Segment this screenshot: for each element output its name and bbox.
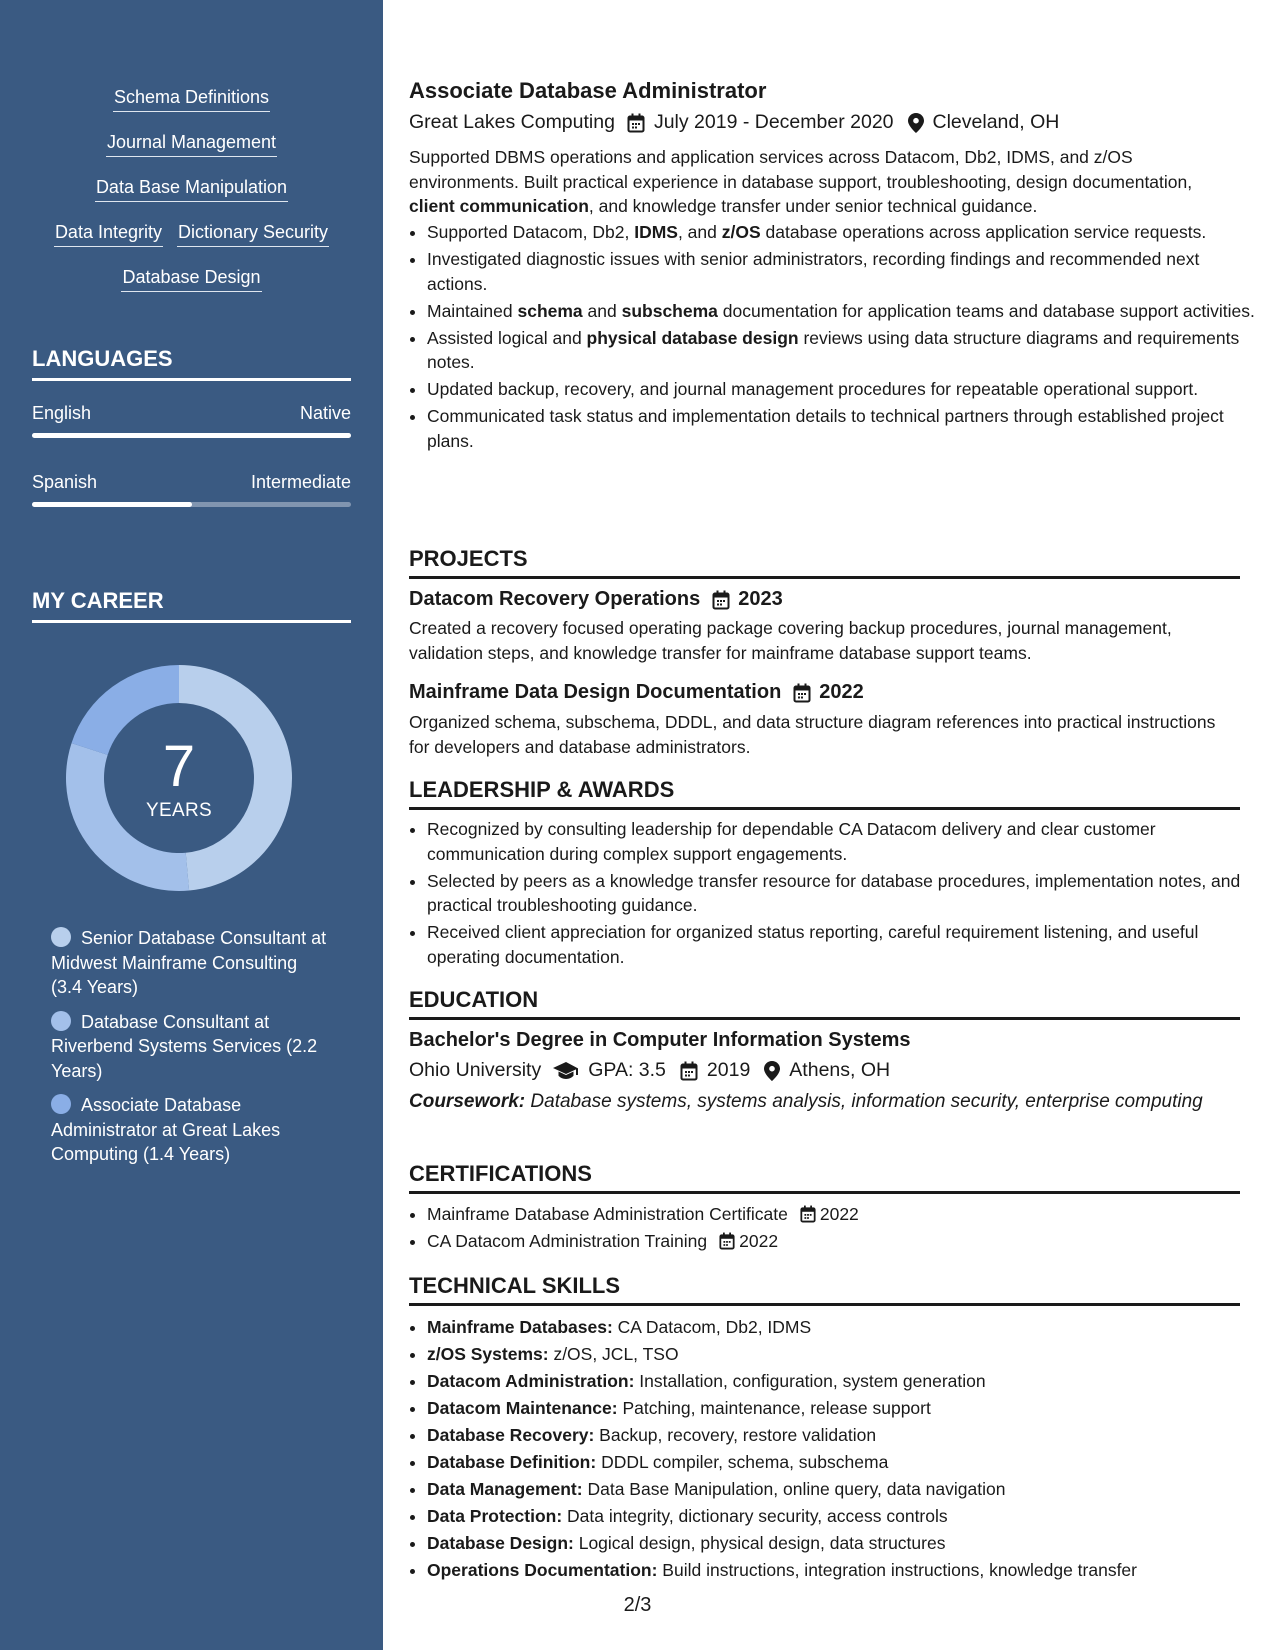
list-item: • Communicated task status and implementation details to technical partners through established project plans. [427,404,1257,453]
career-years-label: YEARS [146,800,212,821]
education-meta [409,1059,890,1082]
degree-title: Bachelor's Degree in Computer Information Systems [409,1029,911,1051]
career-legend [51,926,331,1177]
list-item: • Assisted logical and physical database design reviews using data structure diagrams and requirements notes. [427,326,1257,375]
list-item: • Database Design: Logical design, physical design, data structures [427,1531,1257,1556]
language-spanish [32,472,351,507]
list-item: • Supported Datacom, Db2, IDMS, and z/OS database operations across application service requests. [427,220,1257,245]
legend-dot [51,927,71,947]
calendar-icon [712,590,730,610]
calendar-icon [800,1205,816,1223]
certifications-heading: CERTIFICATIONS [409,1161,1240,1194]
list-item: • Mainframe Databases: CA Datacom, Db2, IDMS [427,1315,1257,1340]
gpa: GPA: 3.5 [588,1059,666,1081]
list-item: • Recognized by consulting leadership for dependable CA Datacom delivery and clear customer communication during complex support engagements. [427,817,1257,866]
list-item: • Data Management: Data Base Manipulation, online query, data navigation [427,1477,1257,1502]
job-dates: July 2019 - December 2020 [653,111,894,133]
certifications-list [409,1202,1257,1256]
career-item-text: Associate Database Administrator at Great Lakes Computing (1.4 Years) [51,1095,281,1164]
list-item: • Selected by peers as a knowledge transfer resource for database procedures, implementation notes, and practical troubleshooting guidance. [427,869,1257,918]
list-item: • Mainframe Database Administration Certificate 2022 [427,1202,1257,1227]
job-title: Associate Database Administrator [409,78,767,103]
legend-dot [51,1011,71,1031]
calendar-icon [680,1061,698,1081]
list-item: • z/OS Systems: z/OS, JCL, TSO [427,1342,1257,1367]
job-bullets [409,220,1257,456]
career-item [51,926,331,1000]
page-number: 2/3 [623,1594,652,1616]
language-name: English [32,403,92,423]
education-heading: EDUCATION [409,987,1240,1020]
map-pin-icon [764,1061,780,1081]
leadership-heading: LEADERSHIP & AWARDS [409,777,1240,810]
skill-tags [32,84,351,309]
skill-tag: Data Integrity [54,219,163,247]
language-bar-fill [32,502,192,507]
legend-dot [51,1094,71,1114]
skill-tag: Dictionary Security [177,219,329,247]
language-bar-fill [32,433,351,438]
career-item [51,1093,331,1167]
career-total-years: 7 [162,734,196,799]
list-item: • Maintained schema and subschema documentation for application teams and database support activities. [427,299,1257,324]
map-pin-icon [908,113,924,133]
job-summary: Supported DBMS operations and application services across Datacom, Db2, IDMS, and z/OS environments. Built practical experience in database support, troubleshooting, design documentation, client communication, and knowledge transfer under senior technical guidance. [409,147,1193,216]
technical-skills-heading: TECHNICAL SKILLS [409,1273,1240,1306]
project-title: Mainframe Data Design Documentation 2022 [409,681,864,703]
technical-skills-list [409,1315,1257,1585]
job-meta [409,111,1059,134]
calendar-icon [719,1232,735,1250]
calendar-icon [793,683,811,703]
school-location: Athens, OH [789,1059,891,1081]
list-item: • Datacom Maintenance: Patching, maintenance, release support [427,1396,1257,1421]
project-description: Created a recovery focused operating package covering backup procedures, journal management, validation steps, and knowledge transfer for mainframe database support teams. [409,618,1172,663]
career-item-text: Senior Database Consultant at Midwest Mainframe Consulting (3.4 Years) [51,928,327,997]
list-item: • Operations Documentation: Build instructions, integration instructions, knowledge transfer [427,1558,1257,1583]
sidebar [0,0,383,1650]
list-item: • Database Recovery: Backup, recovery, restore validation [427,1423,1257,1448]
projects-heading: PROJECTS [409,546,1240,579]
languages-heading: LANGUAGES [32,346,351,381]
coursework: Coursework: Database systems, systems analysis, information security, enterprise computing [409,1091,1203,1112]
language-name: Spanish [32,472,98,492]
skill-tag: Journal Management [106,129,277,157]
career-heading: MY CAREER [32,588,351,623]
project-title: Datacom Recovery Operations 2023 [409,588,783,610]
list-item: • Updated backup, recovery, and journal management procedures for repeatable operational support. [427,377,1257,402]
language-bar [32,502,351,507]
list-item: • Data Protection: Data integrity, dictionary security, access controls [427,1504,1257,1529]
school-name: Ohio University [409,1059,542,1081]
career-item-text: Database Consultant at Riverbend Systems Services (2.2 Years) [51,1011,318,1081]
skill-tag: Database Design [121,264,261,292]
graduation-year: 2019 [706,1059,751,1081]
language-level: Intermediate [250,472,351,492]
list-item: • Datacom Administration: Installation, configuration, system generation [427,1369,1257,1394]
language-english [32,403,351,438]
list-item: • Investigated diagnostic issues with senior administrators, recording findings and recommended next actions. [427,247,1257,296]
language-bar [32,433,351,438]
language-level: Native [299,403,351,423]
list-item: • Received client appreciation for organized status reporting, careful requirement listening, and useful operating documentation. [427,920,1257,969]
skill-tag: Data Base Manipulation [95,174,288,202]
list-item: • CA Datacom Administration Training 2022 [427,1229,1257,1254]
project-description: Organized schema, subschema, DDDL, and data structure diagram references into practical instructions for developers and database administrators. [409,712,1216,757]
company-name: Great Lakes Computing [409,111,615,133]
list-item: • Database Definition: DDDL compiler, schema, subschema [427,1450,1257,1475]
calendar-icon [627,113,645,133]
graduation-cap-icon [553,1061,579,1081]
leadership-list [409,817,1257,972]
main-content [409,0,1255,1650]
skill-tag: Schema Definitions [113,84,270,112]
job-location: Cleveland, OH [932,111,1060,133]
career-item [51,1010,331,1084]
